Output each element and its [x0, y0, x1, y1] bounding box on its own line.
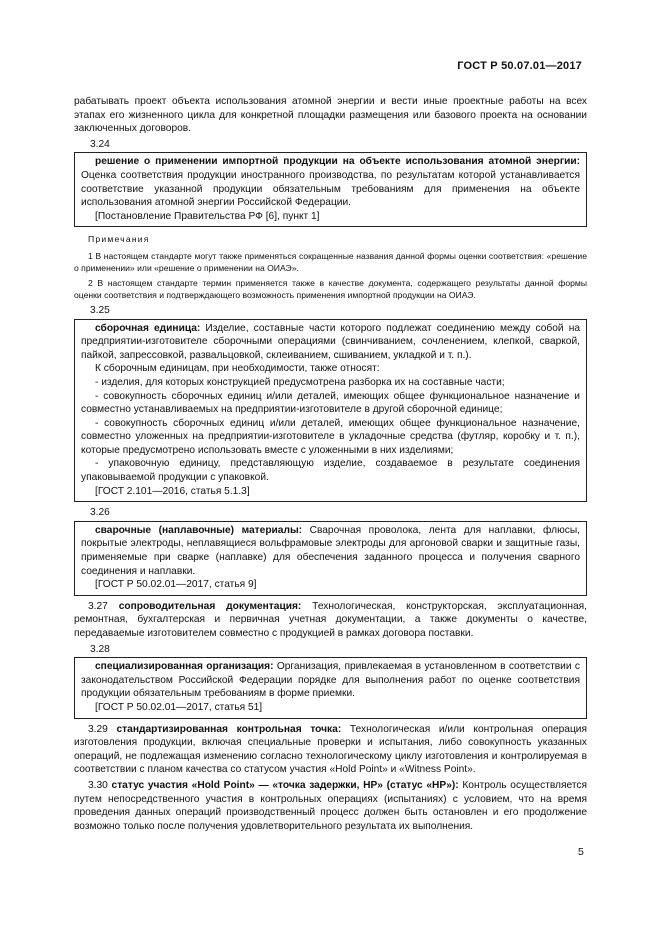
term-text: Оценка соответствия продукции иностранного производства, по результатам которой устанавливается соответствие указанной продукции обязательным требованиям для применения на объекте использования атомной энергии Российской Федерации.: [81, 169, 580, 209]
term-definition: [81, 660, 580, 701]
term-title: решение о применении импортной продукции на объекте использования атомной энергии:: [95, 156, 580, 168]
entry-number: 3.29: [88, 723, 108, 735]
term-definition: [81, 524, 580, 578]
term-entry-3-27: [74, 600, 587, 641]
entry-number: 3.28: [90, 643, 110, 655]
note-1: 1 В настоящем стандарте могут также применяться сокращенные названия данной формы оценки соответствия: «решение о применении» или «решение о применении на ОИАЭ».: [74, 250, 587, 273]
entry-number: 3.25: [90, 304, 110, 316]
term-source: [ГОСТ Р 50.02.01—2017, статья 9]: [95, 579, 257, 591]
term-text: Технологическая и/или контрольная операция изготовления продукции, включая специальные проверки и испытания, либо совокупность указанных операций, не подлежащая изменению согласно технологическому циклу изготовления и контролируемая в соответствии с планом качества со статусом участия «Hold Point» и «Witness Point».: [74, 723, 587, 776]
page-content: [74, 95, 587, 833]
notes-heading: Примечания: [88, 234, 150, 245]
term-paragraph: К сборочным единицам, при необходимости, также относят:: [95, 363, 380, 375]
term-entry-3-30: [74, 779, 587, 833]
page-number: 5: [578, 846, 584, 858]
entry-number: 3.30: [88, 779, 108, 791]
term-text: Сварочная проволока, лента для наплавки, флюсы, покрытые электроды, неплавящиеся вольфрамовые электроды для аргоновой сварки и защитные газы, применяемые при сварке (наплавке) для обеспечения заданного процесса и получения сварного соединения и наплавки.: [81, 524, 580, 577]
list-item: - совокупность сборочных единиц и/или деталей, имеющих общее функциональное назначение, совместно уложенных на предприятии-изготовителе в укладочные средства (футляр, коробку и т. п.), которые предусмотрено использовать вместе с уложенными в них изделиями;: [81, 417, 580, 456]
term-definition: [81, 155, 580, 209]
term-title: статус участия «Hold Point» — «точка задержки, НР» (статус «НР»):: [111, 779, 459, 791]
term-title: специализированная организация:: [95, 661, 274, 673]
term-title: сварочные (наплавочные) материалы:: [95, 524, 303, 536]
term-box-3-26: [74, 521, 587, 596]
term-text: Контроль осуществляется путем непосредственного участия в контрольных операциях (испытаниях) с условием, что на время проведения данных операций производственный процесс должен быть остановлен и его продолжение возможно только после получения удовлетворительного результата их выполнения.: [74, 779, 587, 832]
entry-number: 3.24: [90, 138, 110, 150]
list-item: - упаковочную единицу, представляющую изделие, создаваемое в результате соединения упаковываемой продукции с упаковкой.: [81, 458, 580, 484]
list-item: - совокупность сборочных единиц и/или деталей, имеющих общее функциональное назначение и совместно устанавливаемых на предприятии-изготовителе в другой сборочной единице;: [81, 390, 580, 416]
term-title: стандартизированная контрольная точка:: [116, 723, 342, 735]
term-text: Организация, привлекаемая в установленном в соответствии с законодательством Российской Федерации порядке для выполнения работ по оценке соответствия продукции обязательным требованиям в форме приемки.: [81, 661, 581, 700]
term-text: Технологическая, конструкторская, эксплуатационная, ремонтная, бухгалтерская и первичная учетная документации, а также документы о качестве, передаваемые изготовителем совместно с продукцией в рамках договора поставки.: [74, 600, 587, 639]
term-definition: [81, 322, 580, 363]
entry-number: 3.27: [88, 600, 108, 612]
intro-paragraph: рабатывать проект объекта использования атомной энергии и вести иные проектные работы на всех этапах его жизненного цикла для конкретной площадки размещения или базового проекта на основании заключенных договоров.: [74, 96, 587, 135]
list-item: - изделия, для которых конструкцией предусмотрена разборка их на составные части;: [95, 376, 505, 388]
term-title: сборочная единица:: [95, 322, 201, 334]
note-2: 2 В настоящем стандарте термин применяется также в качестве документа, содержащего результаты данной формы оценки соответствия и подтверждающего возможность применения импортной продукции на ОИАЭ.: [74, 277, 587, 300]
term-source: [ГОСТ Р 50.02.01—2017, статья 51]: [95, 701, 263, 713]
term-text: Изделие, составные части которого подлежат соединению между собой на предприятии-изготовителе сборочными операциями (свинчиванием, сочленением, клепкой, сваркой, пайкой, запрессовкой, развальцовкой, склеиванием, сшиванием, укладкой и т. п.).: [81, 322, 580, 361]
term-entry-3-29: [74, 723, 587, 777]
term-box-3-25: [74, 319, 587, 503]
term-source: [Постановление Правительства РФ [6], пункт 1]: [95, 210, 320, 222]
term-box-3-28: [74, 657, 587, 718]
entry-number: 3.26: [90, 507, 110, 519]
term-title: сопроводительная документация:: [118, 600, 302, 612]
document-header: ГОСТ Р 50.07.01—2017: [457, 60, 582, 72]
term-source: [ГОСТ 2.101—2016, статья 5.1.3]: [95, 485, 250, 497]
term-box-3-24: [74, 152, 587, 227]
